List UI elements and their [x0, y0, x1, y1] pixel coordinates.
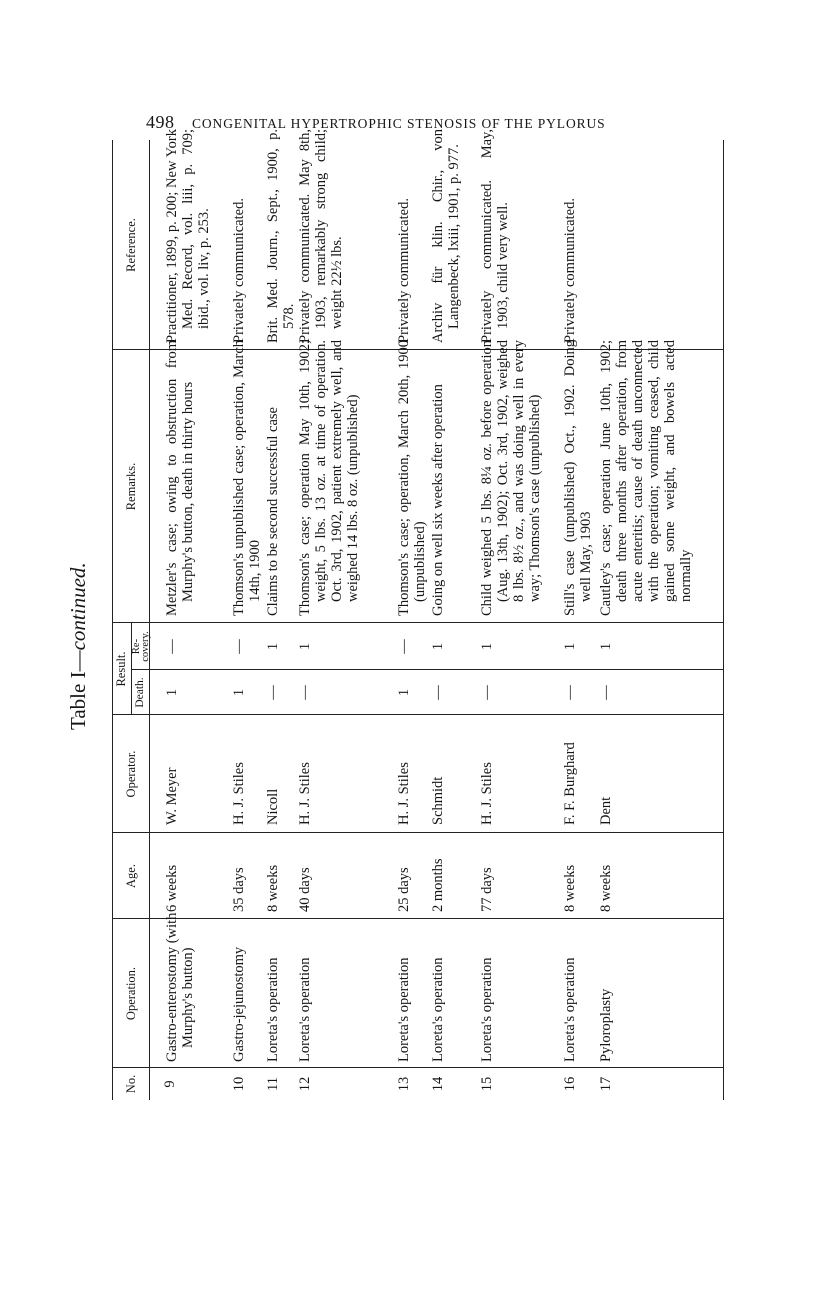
cell-death: — [265, 685, 281, 700]
cell-death: — [297, 685, 313, 700]
page-number: 498 [146, 112, 175, 132]
table-caption [66, 562, 91, 730]
cell-no: 15 [479, 1076, 495, 1092]
cell-age: 8 weeks [265, 864, 281, 912]
cell-age: 40 days [297, 867, 313, 912]
header-no: No. [124, 1074, 138, 1094]
header-reference: Reference. [124, 218, 138, 272]
col-sep [112, 714, 723, 715]
cell-reference: Privately communicated. May 8th, 1903, remarkably strong child; weight 22½ lbs. [297, 129, 345, 343]
cell-operator: F. F. Burghard [562, 742, 578, 825]
cell-recovery: 1 [598, 642, 614, 651]
col-sep [112, 832, 723, 833]
rotated-table [52, 129, 752, 1100]
cell-operator: W. Meyer [164, 767, 180, 825]
running-title: CONGENITAL HYPERTROPHIC STENOSIS OF THE PYLORUS [192, 116, 606, 131]
cell-no: 14 [430, 1076, 446, 1092]
cell-operation: Loreta's operation [479, 957, 495, 1062]
cell-reference: Brit. Med. Journ., Sept., 1900, p. 578. [265, 129, 297, 343]
col-sep [112, 1067, 723, 1068]
cell-death: — [479, 685, 495, 700]
cell-death: — [430, 685, 446, 700]
cell-age: 77 days [479, 867, 495, 912]
cell-remarks: Child weighed 5 lbs. 8¼ oz. before operation (Aug. 13th, 1902); Oct. 3rd, 1902, weighed 8 lbs. 8½ oz., and was doing well in every way; Thomson's case (unpublished) [479, 340, 543, 616]
cell-no: 16 [562, 1076, 578, 1092]
cell-remarks: Still's case (unpublished) Oct., 1902. Doing well May, 1903 [562, 340, 594, 616]
cell-age: 2 months [430, 858, 446, 912]
cell-operation: Gastro-enterostomy (with Murphy's button) [164, 912, 196, 1062]
cell-operator: Schmidt [430, 776, 446, 825]
cell-age: 8 weeks [562, 864, 578, 912]
rule-bottom [723, 140, 724, 1100]
header-operator: Operator. [124, 750, 138, 798]
caption-main: Table I— [66, 650, 90, 730]
cell-age: 8 weeks [598, 864, 614, 912]
cell-death: — [598, 685, 614, 700]
cell-reference: Privately communicated. [562, 198, 578, 343]
cell-operation: Loreta's operation [297, 957, 313, 1062]
cell-no: 12 [297, 1076, 313, 1092]
header-age: Age. [124, 864, 138, 888]
header-operation: Operation. [124, 966, 138, 1021]
cell-operator: H. J. Stiles [297, 762, 313, 825]
cell-recovery: 1 [479, 642, 495, 651]
cell-operation: Loreta's operation [265, 957, 281, 1062]
rule-header-bottom [149, 140, 150, 1100]
cell-age: 25 days [396, 867, 412, 912]
cell-reference: Archiv für klin. Chir., von Langenbeck, lxiii, 1901, p. 977. [430, 129, 462, 343]
cell-no: 17 [598, 1076, 614, 1092]
cell-reference: Privately communicated. May, 1903, child very well. [479, 129, 511, 343]
header-remarks: Remarks. [124, 462, 138, 511]
cell-reference: Practitioner, 1899, p. 200; New York Med. Record, vol. liii, p. 709; ibid., vol. liv, p. 253. [164, 129, 212, 343]
cell-no: 11 [265, 1077, 281, 1091]
cell-operator: H. J. Stiles [479, 762, 495, 825]
cell-operation: Pyloroplasty [598, 988, 614, 1062]
cell-recovery: 1 [562, 642, 578, 651]
col-sep [112, 918, 723, 919]
cell-operation: Loreta's operation [430, 957, 446, 1062]
cell-death: 1 [396, 688, 412, 697]
cell-reference: Privately communicated. [231, 198, 247, 343]
cell-recovery: 1 [430, 642, 446, 651]
rule-top [112, 140, 113, 1100]
cell-operator: Dent [598, 796, 614, 825]
caption-italic: continued. [66, 562, 90, 651]
cell-recovery: 1 [297, 642, 313, 651]
cell-operator: H. J. Stiles [231, 762, 247, 825]
cell-remarks: Thomson's unpublished case; operation, March 14th, 1900 [231, 340, 263, 616]
cell-no: 9 [162, 1080, 178, 1088]
cell-remarks: Going on well six weeks after operation [430, 384, 446, 616]
cell-operator: H. J. Stiles [396, 762, 412, 825]
cell-operator: Nicoll [265, 788, 281, 825]
cell-age: 6 weeks [164, 864, 180, 912]
cell-recovery: — [231, 639, 247, 654]
cell-operation: Loreta's operation [396, 957, 412, 1062]
cell-remarks: Thomson's case; operation May 10th, 1902; weight, 5 lbs. 13 oz. at time of operation. Oct. 3rd, 1902, patient extremely well, and weighed 14 lbs. 8 oz. (unpublished) [297, 340, 361, 616]
cell-age: 35 days [231, 867, 247, 912]
cell-remarks: Thomson's case; operation, March 20th, 1900 (unpublished) [396, 340, 428, 616]
header-recovery: Re-covery. [131, 631, 151, 662]
cell-death: 1 [164, 688, 180, 697]
cell-operation: Gastro-jejunostomy [231, 946, 247, 1062]
cell-no: 13 [396, 1076, 412, 1092]
col-sep [131, 669, 723, 670]
cell-recovery: — [164, 639, 180, 654]
cell-death: — [562, 685, 578, 700]
cell-operation: Loreta's operation [562, 957, 578, 1062]
cell-reference: Privately communicated. [396, 198, 412, 343]
col-sep [112, 622, 723, 623]
cell-remarks: Claims to be second successful case [265, 407, 281, 616]
header-result: Result. [114, 651, 128, 687]
cell-remarks: Cautley's case; operation June 10th, 1902; death three months after operation, from acute enteritis; cause of death unconnected with the operation; vomiting ceased, child gained some weight, and bowels acted normally [598, 340, 694, 616]
cell-recovery: — [396, 639, 412, 654]
cell-recovery: 1 [265, 642, 281, 651]
cell-no: 10 [231, 1076, 247, 1092]
cell-death: 1 [231, 688, 247, 697]
header-death: Death. [134, 677, 146, 708]
cell-remarks: Metzler's case; owing to obstruction from Murphy's button, death in thirty hours [164, 340, 196, 616]
